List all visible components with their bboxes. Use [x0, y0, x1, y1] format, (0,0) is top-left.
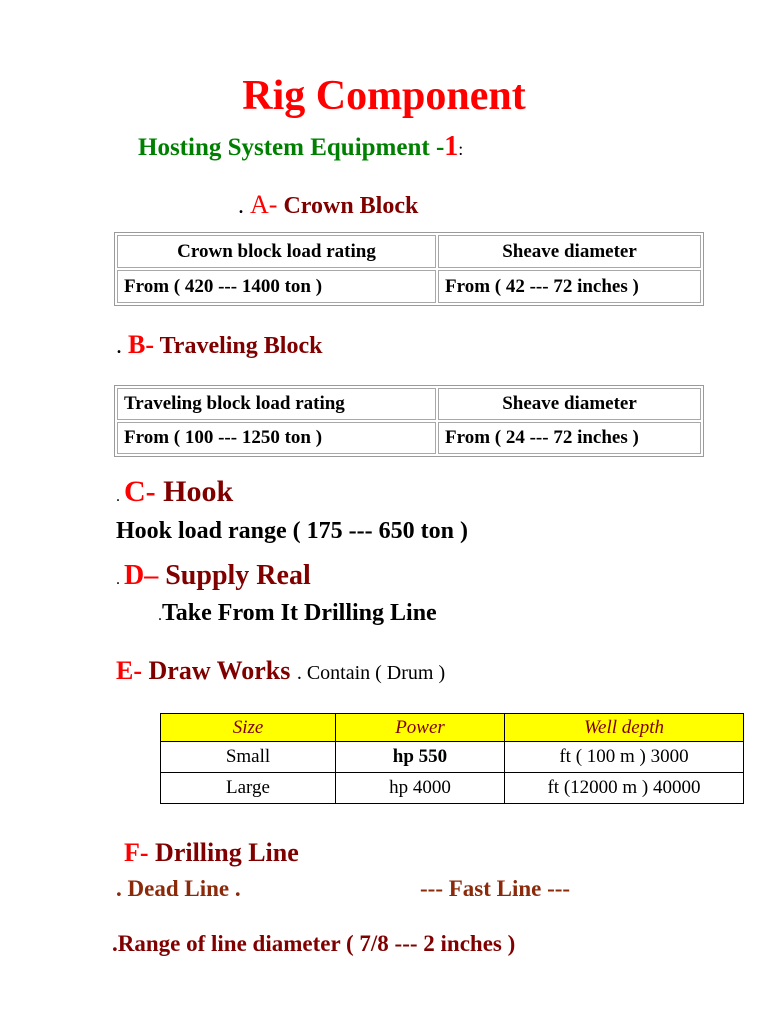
- subtitle-text: Hosting System Equipment -: [138, 134, 445, 161]
- table-header-cell: Size: [161, 714, 336, 742]
- table-cell: From ( 420 --- 1400 ton ): [117, 270, 436, 303]
- heading-letter: F-: [124, 838, 149, 867]
- page-title: Rig Component: [242, 73, 526, 119]
- heading-letter: D–: [124, 560, 159, 591]
- heading-supply-real: [116, 560, 311, 592]
- table-header-cell: Crown block load rating: [117, 235, 436, 268]
- table-cell: Small: [161, 742, 336, 773]
- dead-line-label: . Dead Line .: [116, 876, 241, 901]
- table-header-cell: Traveling block load rating: [117, 388, 436, 420]
- heading-traveling-block: [116, 330, 322, 360]
- subtitle-colon: :: [458, 139, 464, 159]
- table-cell: From ( 24 --- 72 inches ): [438, 422, 701, 454]
- table-cell: From ( 42 --- 72 inches ): [438, 270, 701, 303]
- table-row: [117, 270, 701, 303]
- heading-letter: E-: [116, 656, 142, 685]
- heading-contain-note: . Contain ( Drum ): [296, 662, 446, 684]
- table-cell: hp 4000: [336, 773, 505, 804]
- heading-draw-works: [116, 656, 445, 686]
- heading-text: Hook: [155, 475, 234, 508]
- heading-text: Supply Real: [158, 560, 311, 591]
- table-header-cell: Power: [336, 714, 505, 742]
- heading-text: Drilling Line: [148, 838, 299, 867]
- table-row: [161, 773, 744, 804]
- table-cell: Large: [161, 773, 336, 804]
- table-cell: From ( 100 --- 1250 ton ): [117, 422, 436, 454]
- draw-works-table: [160, 713, 744, 804]
- table-header-cell: Sheave diameter: [438, 235, 701, 268]
- heading-letter: A-: [250, 190, 278, 219]
- table-header-row: [161, 714, 744, 742]
- table-header-cell: Well depth: [505, 714, 744, 742]
- table-cell: hp 550: [336, 742, 505, 773]
- crown-block-table: [114, 232, 704, 306]
- hook-load-range: Hook load range ( 175 --- 650 ton ): [116, 518, 468, 544]
- heading-drilling-line: [124, 838, 299, 868]
- heading-dot: .: [116, 488, 124, 505]
- note-dot: .: [158, 607, 162, 624]
- heading-hook: [116, 475, 233, 509]
- note-text: Take From It Drilling Line: [162, 600, 437, 626]
- line-diameter-range: .Range of line diameter ( 7/8 --- 2 inches ): [112, 931, 516, 956]
- traveling-block-table: [114, 385, 704, 457]
- supply-real-note: [158, 600, 437, 627]
- heading-dot: .: [238, 193, 250, 219]
- heading-dot: .: [116, 333, 128, 359]
- table-header-row: [117, 388, 701, 420]
- table-cell: ft (12000 m ) 40000: [505, 773, 744, 804]
- table-header-cell: Sheave diameter: [438, 388, 701, 420]
- section-subtitle: [138, 131, 463, 163]
- heading-text: Draw Works: [142, 656, 297, 685]
- subtitle-number: 1: [444, 131, 459, 162]
- heading-letter: B-: [128, 330, 154, 359]
- heading-letter: C-: [124, 475, 156, 508]
- table-row: [161, 742, 744, 773]
- fast-line-label: --- Fast Line ---: [420, 876, 571, 901]
- heading-dot: .: [116, 571, 124, 588]
- heading-text: Traveling Block: [154, 333, 323, 359]
- table-cell: ft ( 100 m ) 3000: [505, 742, 744, 773]
- table-row: [117, 422, 701, 454]
- heading-text: Crown Block: [277, 193, 419, 219]
- table-header-row: [117, 235, 701, 268]
- heading-crown-block: [238, 190, 418, 220]
